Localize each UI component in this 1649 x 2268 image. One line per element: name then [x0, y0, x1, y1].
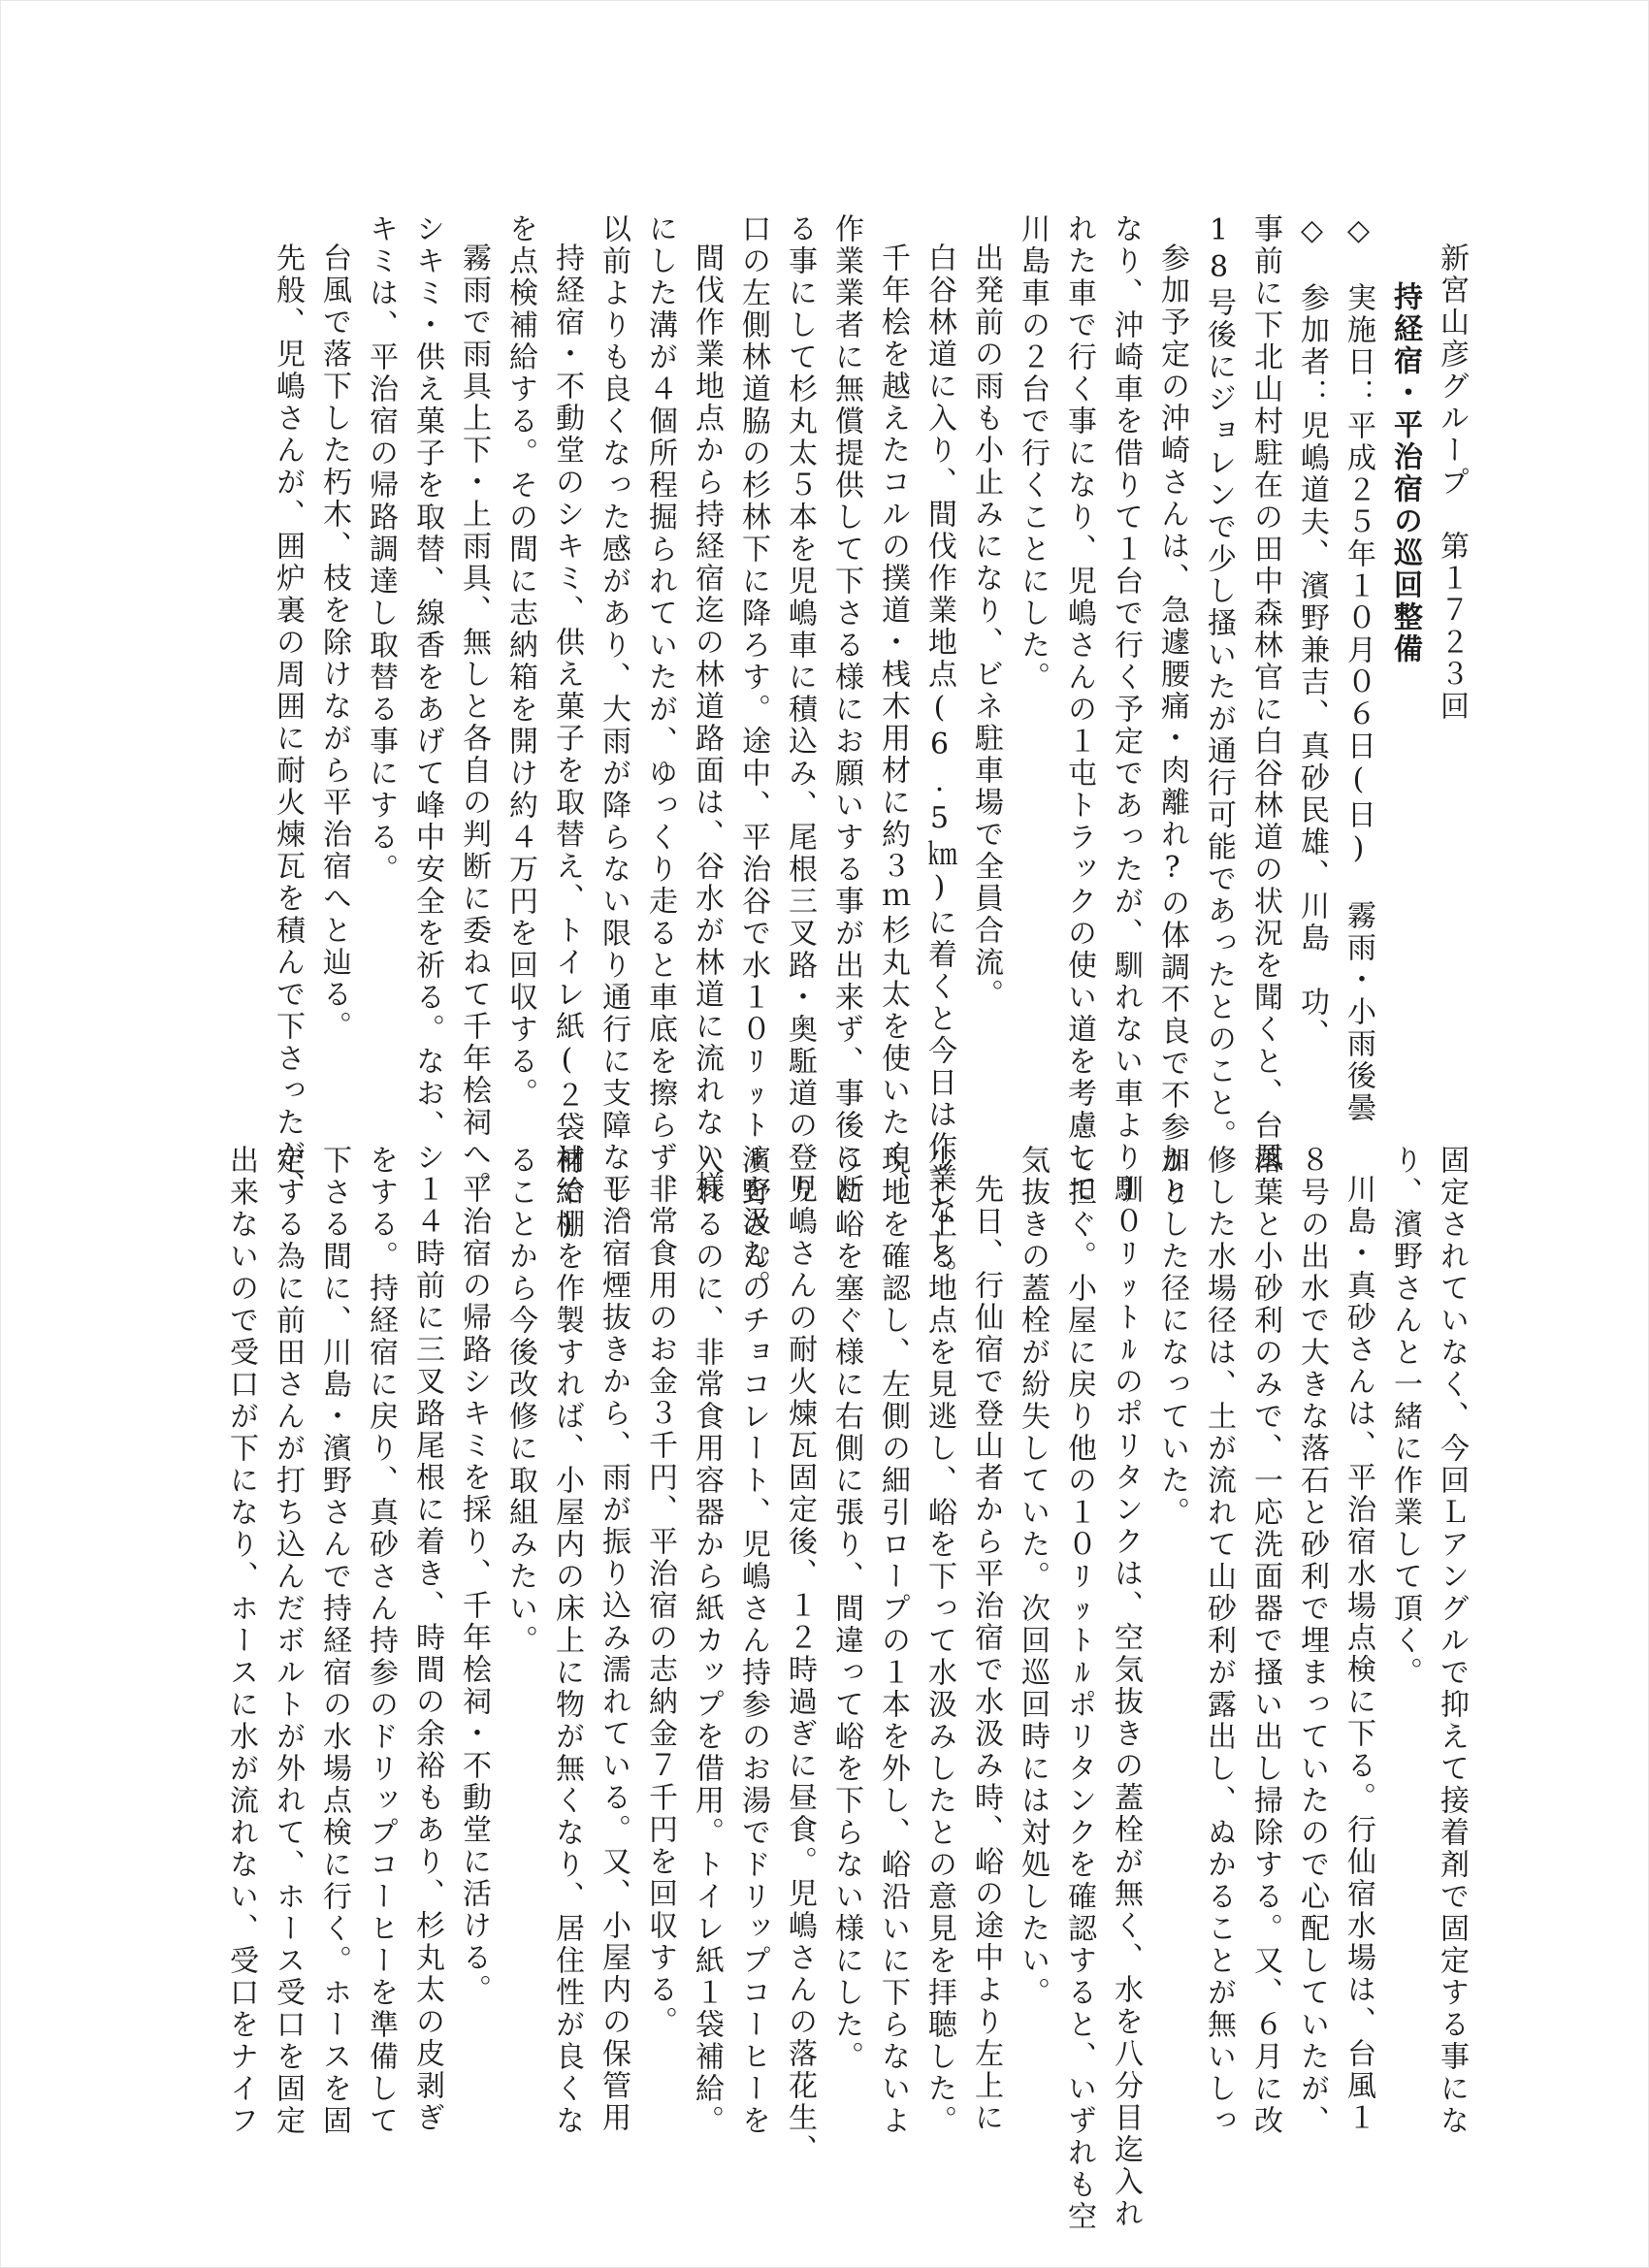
body-column: 事前に下北山村駐在の田中森林官に白谷林道の状況を聞くと、台風: [1248, 213, 1282, 1174]
body-column: れた車で行く事になり、児嶋さんの１屯トラックの使い道を考慮して: [1062, 213, 1096, 1206]
body-column: 修した水場径は、土が流れて山砂利が露出し、ぬかることが無いしっ: [1202, 1145, 1236, 2137]
body-column: 材で棚を作製すれば、小屋内の床上に物が無くなり、居住性が良くな: [550, 1145, 584, 2137]
body-column: 霧雨で雨具上下・上雨具、無しと各自の判断に委ねて千年桧祠へ。: [457, 243, 491, 1203]
body-column: 先日、行仙宿で登山者から平治宿で水汲み時、峪の途中より左上に: [969, 1174, 1003, 2134]
body-column: 参加予定の沖崎さんは、急遽腰痛・肉離れ?の体調不良で不参加と: [1155, 243, 1189, 1208]
body-column: 平治宿の帰路シキミを採り、千年桧祠・不動堂に活ける。: [457, 1174, 491, 2006]
date-line: ◇ 実施日：平成２５年１０月０６日(日) 霧雨・小雨後曇: [1342, 213, 1375, 1124]
body-column: １０ﾘｯﾄﾙのポリタンクは、空気抜きの蓋栓が無く、水を八分目迄入れ: [1109, 1174, 1143, 2230]
upper-text-block: [264, 213, 1474, 1302]
body-column: ることから今後改修に取組みたい。: [503, 1145, 537, 1657]
body-column: 児嶋さんの耐火煉瓦固定後、１２時過ぎに昼食。児嶋さんの落花生、: [783, 1174, 817, 2166]
body-column: 台風で落下した朽木、枝を除けながら平治宿へと辿る。: [317, 243, 351, 1043]
body-column: 少し上る地点を見逃し、峪を下って水汲みしたとの意見を拝聴した。: [922, 1145, 956, 2137]
body-column: シキミ・供え菓子を取替、線香をあげて峰中安全を祈る。なお、シ: [410, 213, 444, 1174]
body-column: 落葉と小砂利のみで、一応洗面器で搔い出し掃除する。又、６月に改: [1248, 1145, 1282, 2137]
body-column: る事にして杉丸太５本を児嶋車に積込み、尾根三叉路・奥駈道の登り: [783, 213, 817, 1206]
body-column: 下さる間に、川島・濱野さんで持経宿の水場点検に行く。ホースを固: [317, 1145, 351, 2137]
body-column: 持経宿・不動堂のシキミ、供え菓子を取替え、トイレ紙(２袋補給): [550, 243, 584, 1245]
body-column: 入れるのに、非常食用容器から紙カップを借用。トイレ紙１袋補給。: [690, 1145, 724, 2137]
body-column: 非常食用のお金３千円、平治宿の志納金７千円を回収する。: [643, 1174, 677, 2038]
body-column: 先般、児嶋さんが、囲炉裏の周囲に耐火煉瓦を積んで下さったが、: [271, 243, 305, 1203]
body-column: 口の左側林道脇の杉林下に降ろす。途中、平治谷で水１０ﾘｯﾄﾙを汲む。: [736, 213, 770, 1302]
body-column: 出来ないので受口が下になり、ホースに水が流れない、受口をナイフ: [224, 1145, 258, 2137]
body-column: 濱野さんのチョコレート、児嶋さん持参のお湯でドリップコーヒーを: [736, 1145, 770, 2137]
body-column: 気抜きの蓋栓が紛失していた。次回巡回時には対処したい。: [1016, 1145, 1050, 2009]
body-column: て担ぐ。小屋に戻り他の１０ﾘｯﾄﾙポリタンクを確認すると、いずれも空: [1062, 1145, 1096, 2233]
page-title: 持経宿・平治宿の巡回整備: [1388, 281, 1422, 665]
body-column: 間伐作業地点から持経宿迄の林道路面は、谷水が林道に流れない様: [690, 243, 724, 1203]
body-column: 平治宿煙抜きから、雨が振り込み濡れている。又、小屋内の保管用: [597, 1174, 630, 2134]
body-column: 以前よりも良くなった感があり、大雨が降らない限り通行に支障なし。: [597, 213, 630, 1238]
lower-text-block: [217, 1145, 1474, 2233]
body-column: かりした径になっていた。: [1155, 1145, 1189, 1529]
body-column: にした溝が４個所程掘られていたが、ゆっくり走ると車底を擦らず、: [643, 213, 677, 1206]
org-heading: 新宮山彦グループ 第１７２３回: [1435, 243, 1469, 723]
body-column: 18号後にジョレンで少し搔いたが通行可能であったとのこと。: [1202, 213, 1236, 1151]
body-column: 川島・真砂さんは、平治宿水場点検に下る。行仙宿水場は、台風１: [1342, 1174, 1375, 2134]
participants-line: ◇ 参加者：児嶋道夫、濱野兼吉、真砂民雄、川島 功、: [1295, 213, 1329, 1051]
body-column: 千年桧を越えたコルの撲道・桟木用材に約３ｍ杉丸太を使いたく、: [876, 243, 910, 1203]
body-column: 白谷林道に入り、間伐作業地点(6.5㎞)に着くと今日は作業なし。: [922, 243, 956, 1291]
body-column: 川島車の２台で行くことにした。: [1016, 213, 1050, 694]
body-column: を点検補給する。その間に志納箱を開け約４万円を回収する。: [503, 213, 537, 1110]
body-column: 固定されていなく、今回Ｌアングルで抑えて接着剤で固定する事にな: [1435, 1145, 1469, 2137]
body-column: 出発前の雨も小止みになり、ビネ駐車場で全員合流。: [969, 243, 1003, 1011]
body-column: １４時前に三叉路尾根に着き、時間の余裕もあり、杉丸太の皮剥ぎ: [410, 1174, 444, 2134]
body-column: り、濱野さんと一緒に作業して頂く。: [1388, 1145, 1422, 1689]
body-column: キミは、平治宿の帰路調達し取替る事にする。: [364, 213, 398, 886]
body-column: うに峪を塞ぐ様に右側に張り、間違って峪を下らない様にした。: [829, 1145, 863, 2073]
body-column: なり、沖崎車を借りて１台で行く予定であったが、馴れない車より馴: [1109, 213, 1143, 1206]
body-column: 現地を確認し、左側の細引ロープの１本を外し、峪沿いに下らないよ: [876, 1145, 910, 2137]
body-column: をする。持経宿に戻り、真砂さん持参のドリップコーヒーを準備して: [364, 1145, 398, 2137]
body-column: ８号の出水で大きな落石と砂利で埋まっていたので心配していたが、: [1295, 1145, 1329, 2137]
body-column: 定する為に前田さんが打ち込んだボルトが外れて、ホース受口を固定: [271, 1145, 305, 2137]
body-column: 作業業者に無償提供して下さる様にお願いする事が出来ず、事後に断: [829, 213, 863, 1206]
